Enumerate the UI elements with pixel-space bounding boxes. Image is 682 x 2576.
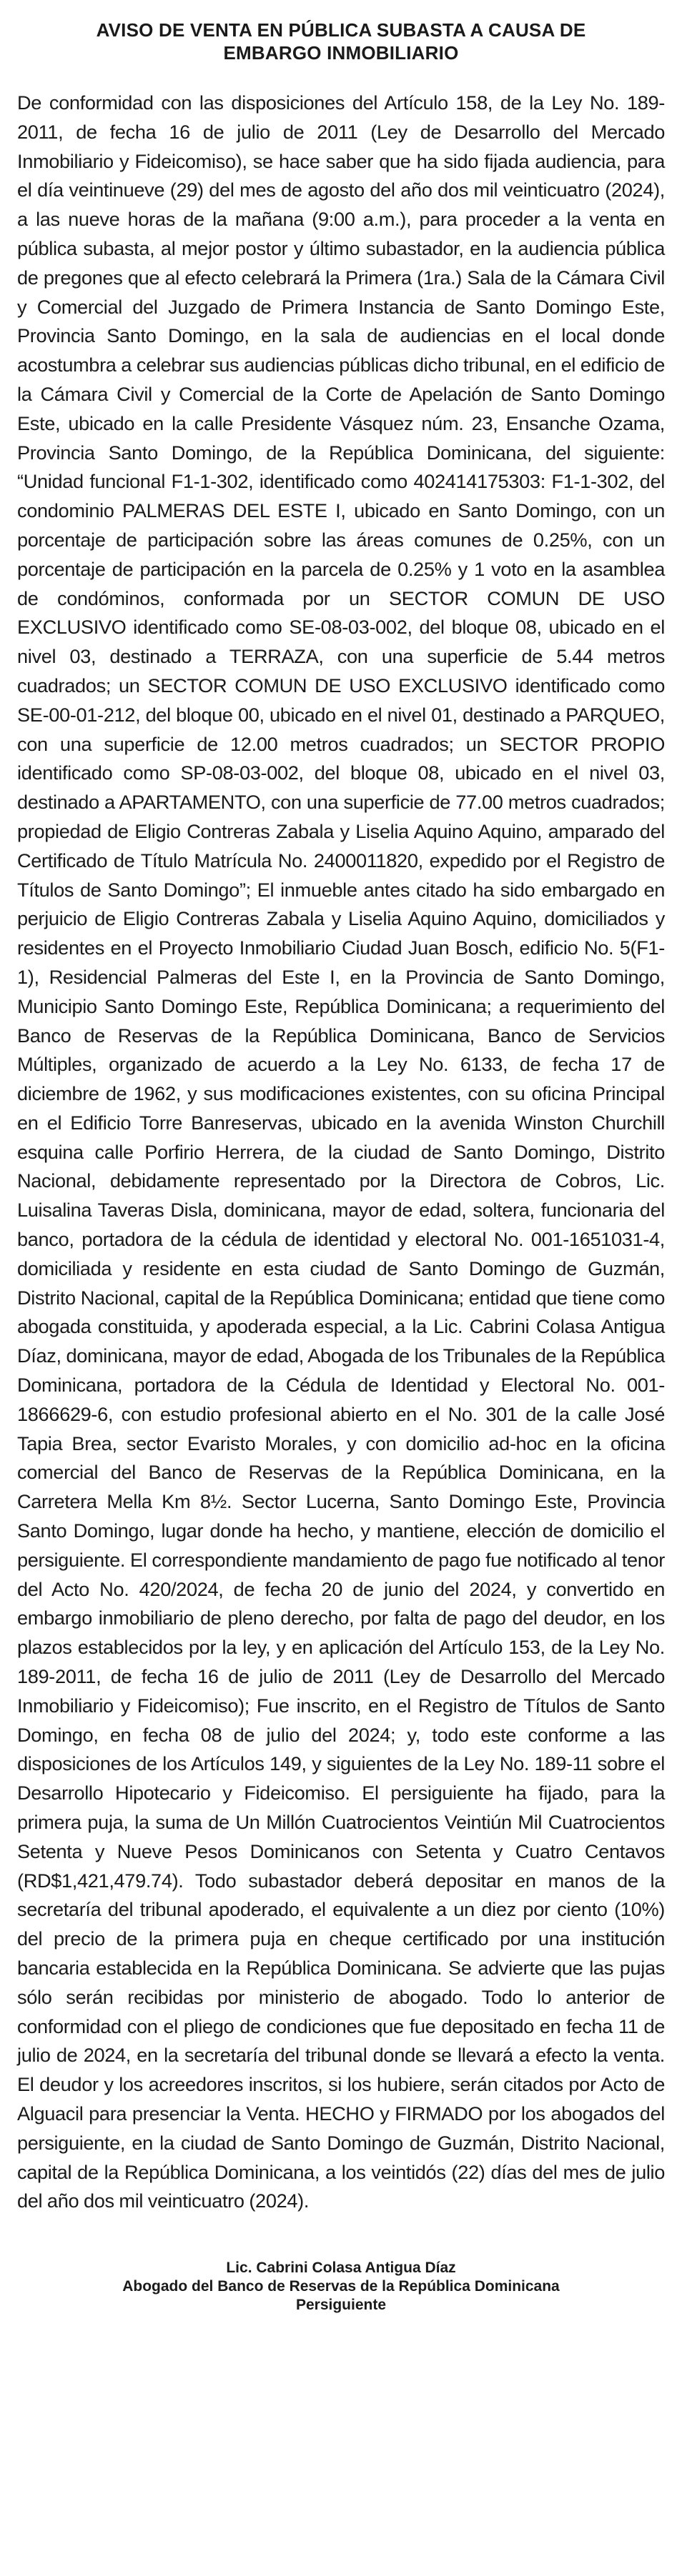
signature-name: Lic. Cabrini Colasa Antigua Díaz [226, 2260, 456, 2277]
signature-role: Abogado del Banco de Reservas de la República Dominicana [122, 2278, 560, 2295]
signature-party: Persiguiente [295, 2297, 387, 2314]
notice-title: AVISO DE VENTA EN PÚBLICA SUBASTA A CAUSA DE EMBARGO INMOBILIARIO [96, 19, 586, 64]
signature-block [17, 2259, 665, 2315]
notice-body: De conformidad con las disposiciones del Artículo 158, de la Ley No. 189-2011, de fecha 16 de julio de 2011 (Ley de Desarrollo del Mercado Inmobiliario y Fideicomiso), se hace saber que ha sido fijada audiencia, para el día veintinueve (29) del mes de agosto del año dos mil veinticuatro (2024), a las nueve horas de la mañana (9:00 a.m.), para proceder a la venta en pública subasta, al mejor postor y último subastador, en la audiencia pública de pregones que al efecto celebrará la Primera (1ra.) Sala de la Cámara Civil y Comercial del Juzgado de Primera Instancia de Santo Domingo Este, Provincia Santo Domingo, en la sala de audiencias en el local donde acostumbra a celebrar sus audiencias públicas dicho tribunal, en el edificio de la Cámara Civil y Comercial de la Corte de Apelación de Santo Domingo Este, ubicado en la calle Presidente Vásquez núm. 23, Ensanche Ozama, Provincia Santo Domingo, de la República Dominicana, del siguiente: “Unidad funcional F1-1-302, identificado como 402414175303: F1-1-302, del condominio PALMERAS DEL ESTE I, ubicado en Santo Domingo, con un porcentaje de participación sobre las áreas comunes de 0.25%, con un porcentaje de participación en la parcela de 0.25% y 1 voto en la asamblea de condóminos, conformada por un SECTOR COMUN DE USO EXCLUSIVO identificado como SE-08-03-002, del bloque 08, ubicado en el nivel 03, destinado a TERRAZA, con una superficie de 5.44 metros cuadrados; un SECTOR COMUN DE USO EXCLUSIVO identificado como SE-00-01-212, del bloque 00, ubicado en el nivel 01, destinado a PARQUEO, con una superficie de 12.00 metros cuadrados; un SECTOR PROPIO identificado como SP-08-03-002, del bloque 08, ubicado en el nivel 03, destinado a APARTAMENTO, con una superficie de 77.00 metros cuadrados; propiedad de Eligio Contreras Zabala y Liselia Aquino Aquino, amparado del Certificado de Título Matrícula No. 2400011820, expedido por el Registro de Títulos de Santo Domingo”; El inmueble antes citado ha sido embargado en perjuicio de Eligio Contreras Zabala y Liselia Aquino Aquino, domiciliados y residentes en el Proyecto Inmobiliario Ciudad Juan Bosch, edificio No. 5(F1-1), Residencial Palmeras del Este I, en la Provincia de Santo Domingo, Municipio Santo Domingo Este, República Dominicana; a requerimiento del Banco de Reservas de la República Dominicana, Banco de Servicios Múltiples, organizado de acuerdo a la Ley No. 6133, de fecha 17 de diciembre de 1962, y sus modificaciones existentes, con su oficina Principal en el Edificio Torre Banreservas, ubicado en la avenida Winston Churchill esquina calle Porfirio Herrera, de la ciudad de Santo Domingo, Distrito Nacional, debidamente representado por la Directora de Cobros, Lic. Luisalina Taveras Disla, dominicana, mayor de edad, soltera, funcionaria del banco, portadora de la cédula de identidad y electoral No. 001-1651031-4, domiciliada y residente en esta ciudad de Santo Domingo de Guzmán, Distrito Nacional, capital de la República Dominicana; entidad que tiene como abogada constituida, y apoderada especial, a la Lic. Cabrini Colasa Antigua Díaz, dominicana, mayor de edad, Abogada de los Tribunales de la República Dominicana, portadora de la Cédula de Identidad y Electoral No. 001-1866629-6, con estudio profesional abierto en el No. 301 de la calle José Tapia Brea, sector Evaristo Morales, y con domicilio ad-hoc en la oficina comercial del Banco de Reservas de la República Dominicana, en la Carretera Mella Km 8½. Sector Lucerna, Santo Domingo Este, Provincia Santo Domingo, lugar donde ha hecho, y mantiene, elección de domicilio el persiguiente. El correspondiente mandamiento de pago fue notificado al tenor del Acto No. 420/2024, de fecha 20 de junio del 2024, y convertido en embargo inmobiliario de pleno derecho, por falta de pago del deudor, en los plazos establecidos por la ley, y en aplicación del Artículo 153, de la Ley No. 189-2011, de fecha 16 de julio de 2011 (Ley de Desarrollo del Mercado Inmobiliario y Fideicomiso); Fue inscrito, en el Registro de Títulos de Santo Domingo, en fecha 08 de julio del 2024; y, todo este conforme a las disposiciones de los Artículos 149, y siguientes de la Ley No. 189-11 sobre el Desarrollo Hipotecario y Fideicomiso. El persiguiente ha fijado, para la primera puja, la suma de Un Millón Cuatrocientos Veintiún Mil Cuatrocientos Setenta y Nueve Pesos Dominicanos con Setenta y Cuatro Centavos (RD$1,421,479.74). Todo subastador deberá depositar en manos de la secretaría del tribunal apoderado, el equivalente a un diez por ciento (10%) del precio de la primera puja en cheque certificado por una institución bancaria establecida en la República Dominicana. Se advierte que las pujas sólo serán recibidas por ministerio de abogado. Todo lo anterior de conformidad con el pliego de condiciones que fue depositado en fecha 11 de julio de 2024, en la secretaría del tribunal donde se llevará a efecto la venta. El deudor y los acreedores inscritos, si los hubiere, serán citados por Acto de Alguacil para presenciar la Venta. HECHO y FIRMADO por los abogados del persiguiente, en la ciudad de Santo Domingo de Guzmán, Distrito Nacional, capital de la República Dominicana, a los veintidós (22) días del mes de julio del año dos mil veinticuatro (2024). [17, 91, 665, 2212]
